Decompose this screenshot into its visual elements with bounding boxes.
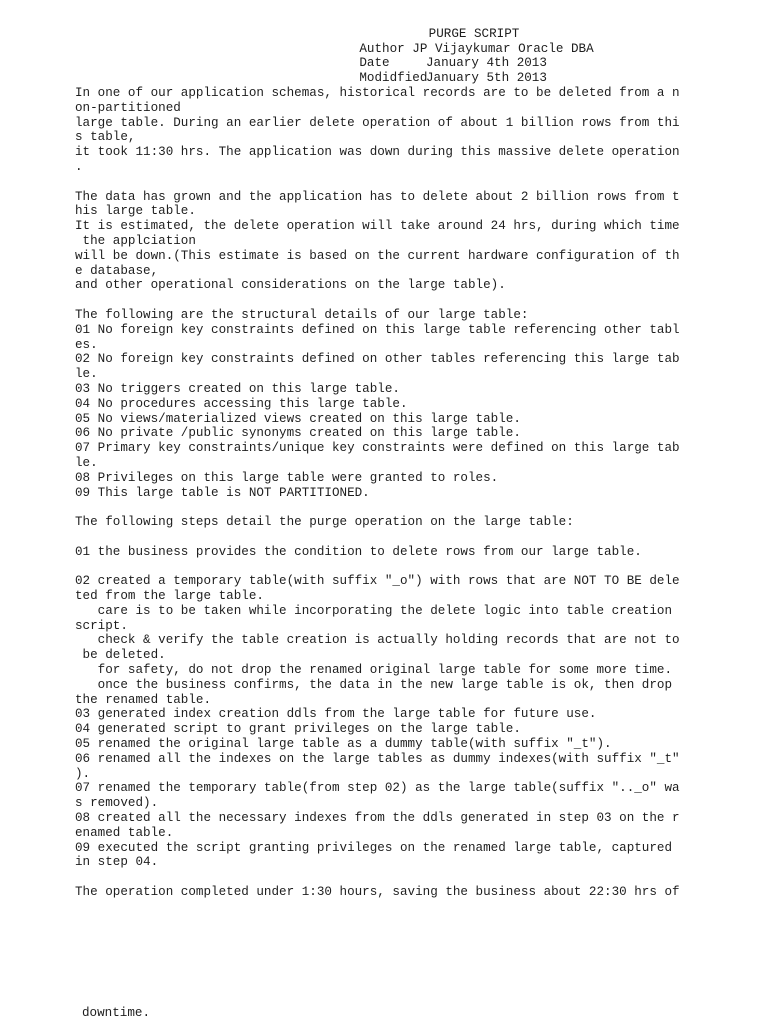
text-line: 04 No procedures accessing this large table.: [75, 396, 408, 411]
text-line: 03 generated index creation ddls from the large table for future use.: [75, 707, 597, 722]
text-line: The following are the structural details of our large table:: [75, 307, 529, 322]
text-line: e database,: [75, 263, 159, 278]
text-line: 09 This large table is NOT PARTITIONED.: [75, 485, 370, 500]
text-line: 02 created a temporary table(with suffix "_o") with rows that are NOT TO BE dele: [75, 574, 680, 589]
text-line: the renamed table.: [75, 692, 212, 707]
text-line: 06 renamed all the indexes on the large tables as dummy indexes(with suffix "_t": [75, 751, 680, 766]
blank-line: [75, 175, 675, 190]
text-line: 02 No foreign key constraints defined on other tables referencing this large tab: [75, 352, 680, 367]
header-title-line: [314, 12, 594, 41]
text-line: 01 No foreign key constraints defined on this large table referencing other tabl: [75, 322, 680, 337]
text-line: for safety, do not drop the renamed original large table for some more time.: [75, 663, 673, 678]
blank-line: [75, 293, 675, 308]
blank-line: [75, 530, 675, 545]
text-line: The following steps detail the purge operation on the large table:: [75, 515, 574, 530]
text-line: le.: [75, 367, 98, 382]
text-line: le.: [75, 455, 98, 470]
document-body: [75, 86, 680, 900]
text-line: 01 the business provides the condition to delete rows from our large table.: [75, 544, 642, 559]
text-line: 08 created all the necessary indexes from the ddls generated in step 03 on the r: [75, 811, 680, 826]
text-line: the applciation: [75, 233, 196, 248]
blank-line: [75, 560, 675, 575]
text-line: 07 renamed the temporary table(from step 02) as the large table(suffix ".._o" wa: [75, 781, 680, 796]
date-line: [314, 42, 594, 71]
author-line: [314, 27, 594, 56]
text-line: 05 renamed the original large table as a dummy table(with suffix "_t").: [75, 737, 612, 752]
document-title: PURGE SCRIPT: [428, 26, 520, 41]
text-line: his large table.: [75, 204, 196, 219]
text-line: .: [75, 159, 83, 174]
modified-value: January 5th 2013: [426, 71, 547, 86]
date-label: Date: [359, 56, 390, 71]
text-line: and other operational considerations on the large table).: [75, 278, 506, 293]
text-line: in step 04.: [75, 855, 159, 870]
text-line: be deleted.: [75, 648, 166, 663]
text-line: ted from the large table.: [75, 589, 264, 604]
text-line: 05 No views/materialized views created on this large table.: [75, 411, 521, 426]
text-line: In one of our application schemas, historical records are to be deleted from a n: [75, 86, 680, 100]
text-line: script.: [75, 618, 128, 633]
text-line: it took 11:30 hrs. The application was down during this massive delete operation: [75, 145, 680, 160]
text-line: 09 executed the script granting privileges on the renamed large table, captured: [75, 840, 673, 855]
text-line: 07 Primary key constraints/unique key constraints were defined on this large tab: [75, 441, 680, 456]
blank-line: [75, 870, 675, 885]
text-line: check & verify the table creation is actually holding records that are not to: [75, 633, 680, 648]
text-line: care is to be taken while incorporating the delete logic into table creation: [75, 603, 673, 618]
blank-line: [75, 500, 675, 515]
date-value: January 4th 2013: [426, 56, 547, 71]
text-line: will be down.(This estimate is based on the current hardware configuration of th: [75, 248, 680, 263]
text-line: It is estimated, the delete operation will take around 24 hrs, during which time: [75, 219, 680, 234]
text-line: large table. During an earlier delete operation of about 1 billion rows from thi: [75, 115, 680, 130]
text-line: s removed).: [75, 796, 159, 811]
text-line: 08 Privileges on this large table were granted to roles.: [75, 470, 499, 485]
modified-line: [314, 56, 594, 86]
text-line: enamed table.: [75, 825, 174, 840]
text-line: 06 No private /public synonyms created on this large table.: [75, 426, 521, 441]
text-line: once the business confirms, the data in the new large table is ok, then drop: [75, 677, 673, 692]
document-header: [314, 12, 594, 86]
text-line: ).: [75, 766, 91, 781]
text-line: on-partitioned: [75, 100, 181, 115]
text-line: 04 generated script to grant privileges on the large table.: [75, 722, 521, 737]
text-line: The operation completed under 1:30 hours, saving the business about 22:30 hrs of: [75, 885, 680, 900]
text-line: es.: [75, 337, 98, 352]
text-line: The data has grown and the application has to delete about 2 billion rows from t: [75, 189, 680, 204]
text-line: 03 No triggers created on this large table.: [75, 381, 400, 396]
modified-label: Modidfied: [359, 71, 428, 86]
text-line: s table,: [75, 130, 136, 145]
author-label: Author: [359, 41, 405, 56]
author-value: JP Vijaykumar Oracle DBA: [412, 41, 594, 56]
footer-text: downtime.: [82, 1006, 151, 1020]
